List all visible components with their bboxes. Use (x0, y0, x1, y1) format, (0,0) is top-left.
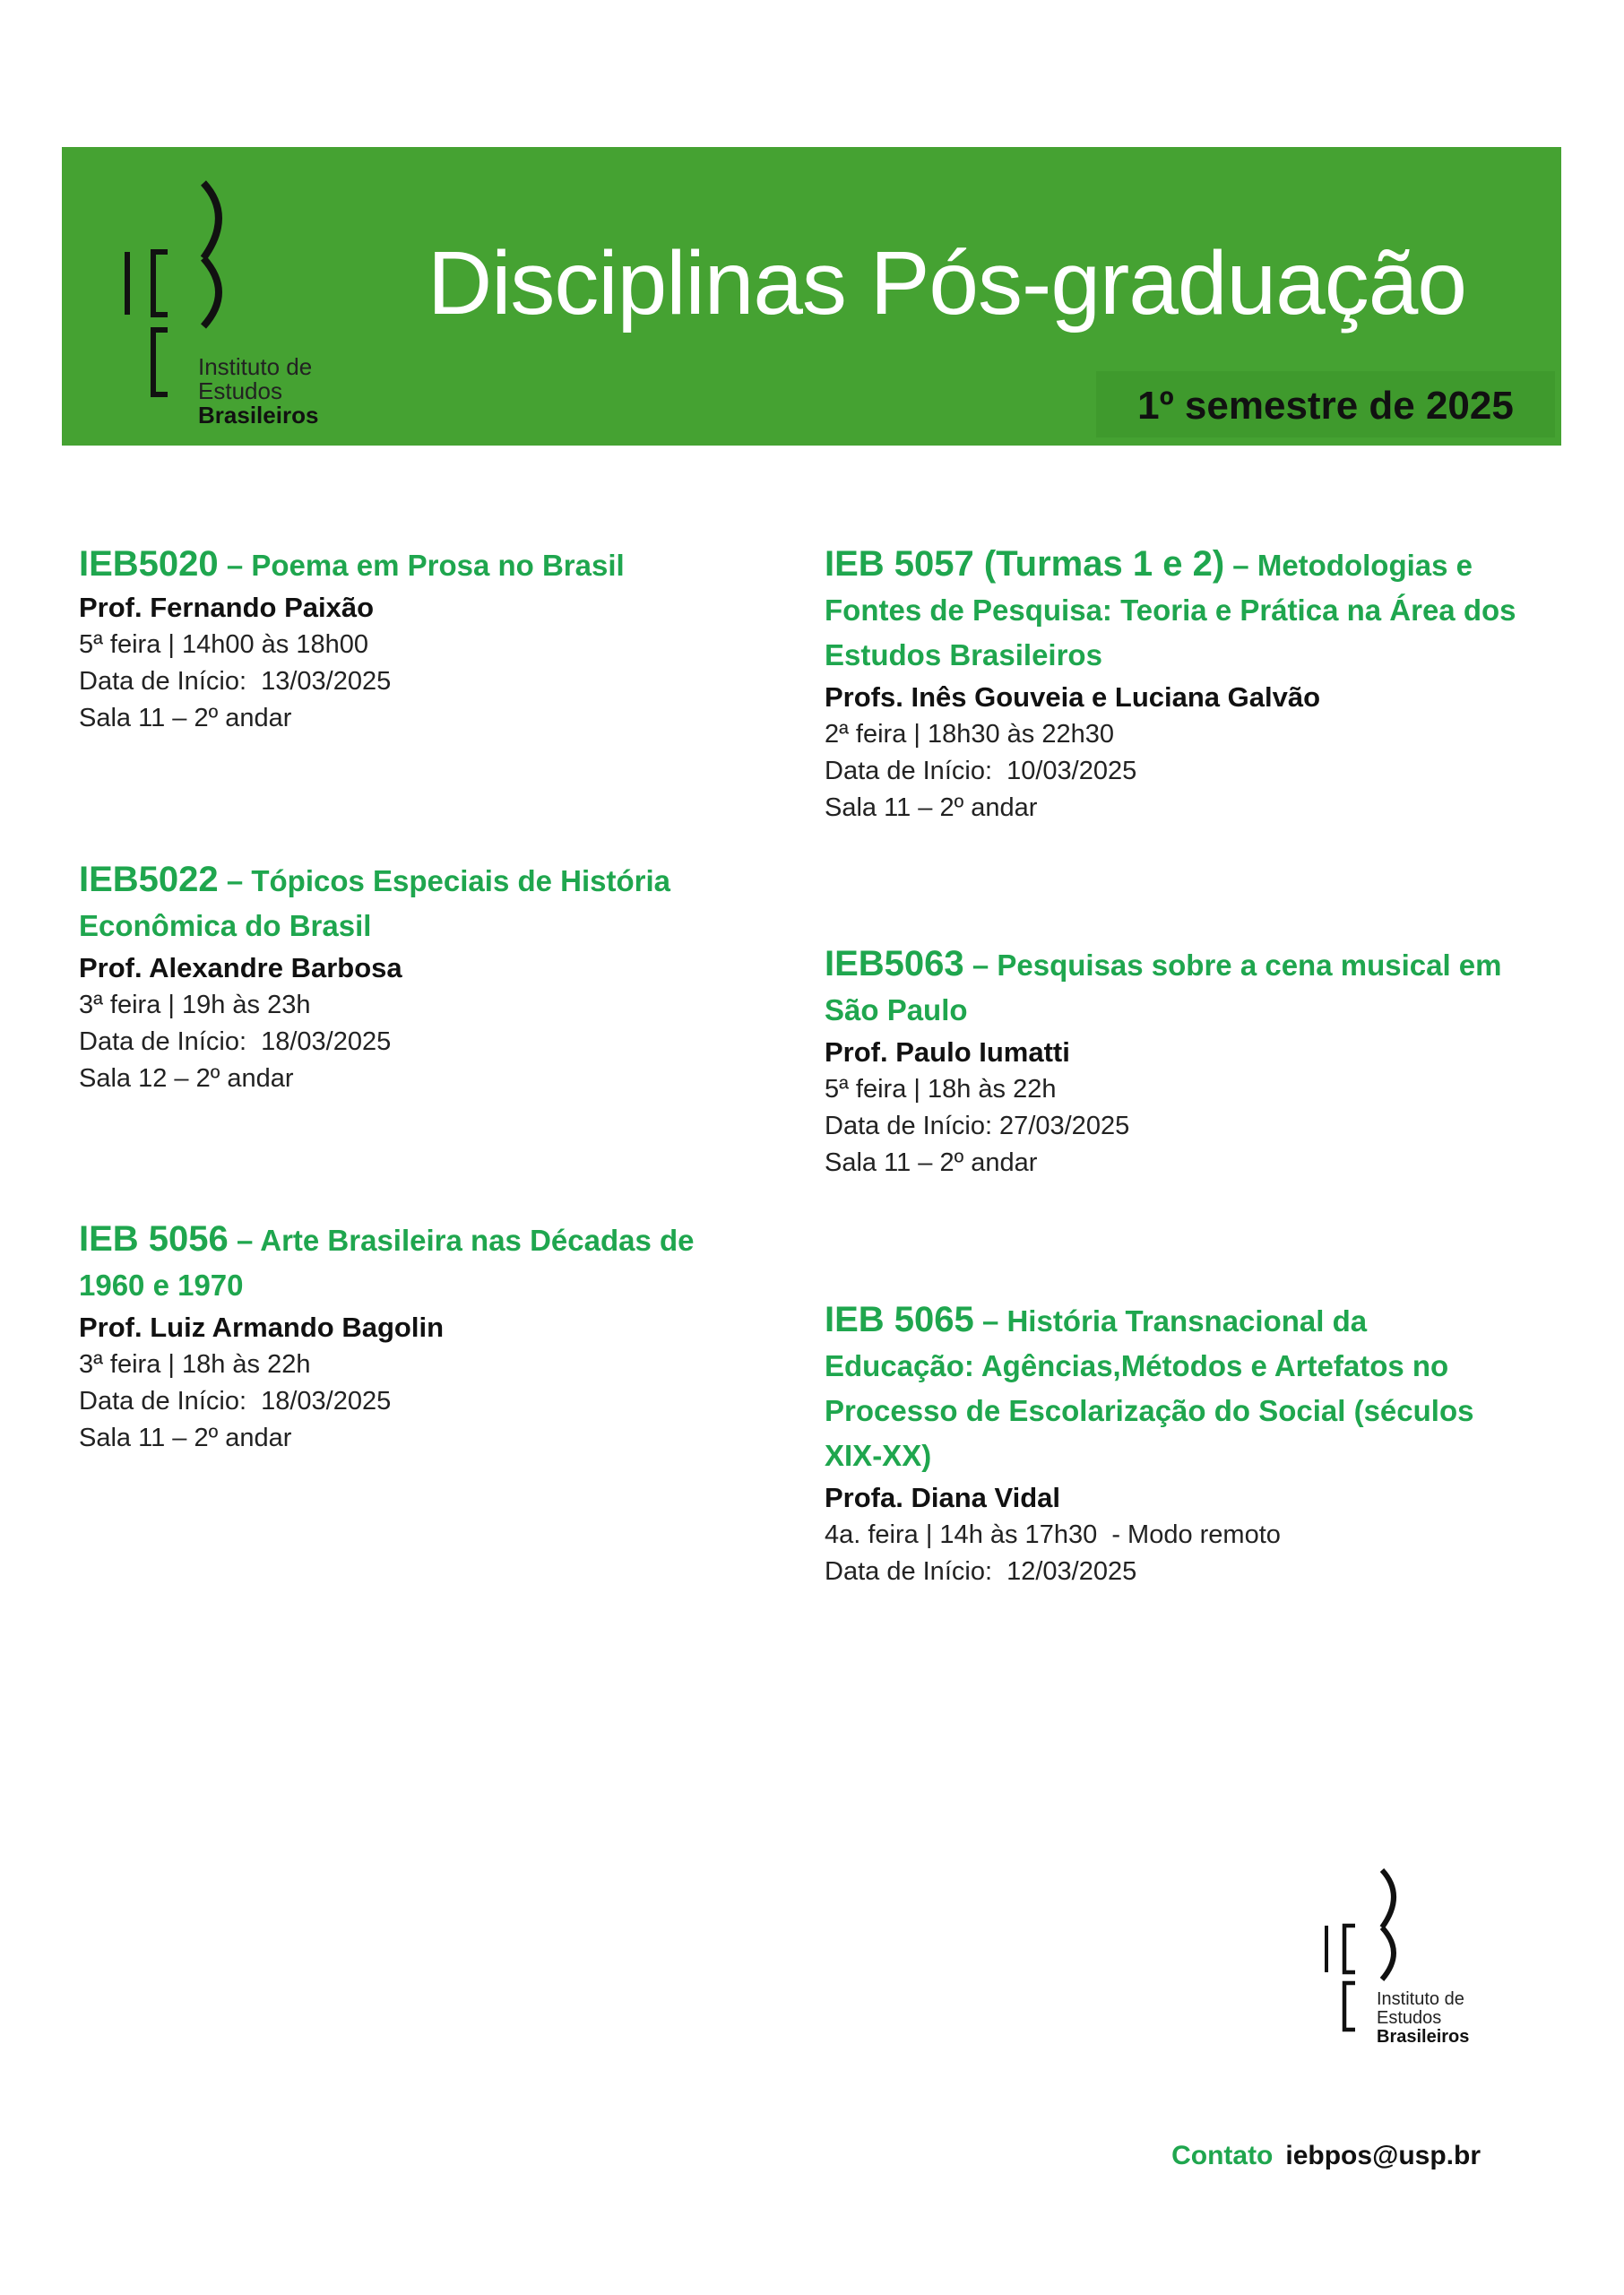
course-name: – Poema em Prosa no Brasil (218, 549, 625, 582)
course-name: – Pesquisas sobre a cena musical em São Paulo (825, 948, 1502, 1026)
course-start-date: Data de Início: 18/03/2025 (79, 1027, 392, 1056)
course-professor: Prof. Fernando Paixão (79, 592, 375, 623)
course-start-date: Data de Início: 27/03/2025 (825, 1112, 1130, 1140)
course-ieb5063 (825, 941, 1524, 1182)
course-professor: Prof. Alexandre Barbosa (79, 952, 402, 983)
course-ieb5065 (825, 1297, 1524, 1590)
ieb-logo-footer (1317, 1865, 1497, 2062)
course-title (825, 1297, 1524, 1478)
course-start-date: Data de Início: 18/03/2025 (79, 1387, 392, 1416)
contact-email-link[interactable]: iebpos@usp.br (1285, 2141, 1481, 2170)
course-name: – Tópicos Especiais de História Econômica do Brasil (79, 864, 671, 942)
course-code: IEB 5056 (79, 1219, 229, 1259)
course-schedule: 4a. feira | 14h às 17h30 - Modo remoto (825, 1520, 1281, 1549)
course-code: IEB5063 (825, 944, 964, 983)
course-start-date: Data de Início: 13/03/2025 (79, 667, 392, 696)
course-schedule: 2ª feira | 18h30 às 22h30 (825, 720, 1115, 749)
course-code: IEB 5065 (825, 1300, 974, 1339)
course-title (79, 857, 760, 948)
course-code: IEB5022 (79, 860, 219, 899)
course-schedule: 5ª feira | 14h00 às 18h00 (79, 630, 369, 659)
course-name: – História Transnacional da Educação: Agências,Métodos e Artefatos no Processo de Escolarização do Social (séculos XIX-XX) (825, 1304, 1474, 1472)
course-ieb5020 (79, 541, 760, 737)
course-ieb5057 (825, 541, 1524, 827)
course-title (79, 1217, 760, 1308)
header-banner (62, 147, 1561, 446)
course-room: Sala 12 – 2º andar (79, 1064, 294, 1093)
course-schedule: 3ª feira | 19h às 23h (79, 991, 311, 1019)
course-code: IEB 5057 (Turmas 1 e 2) (825, 544, 1225, 584)
ieb-logo (116, 176, 319, 436)
contact-label: Contato (1171, 2141, 1274, 2170)
course-name: – Metodologias e Fontes de Pesquisa: Teoria e Prática na Área dos Estudos Brasileiros (825, 549, 1516, 671)
course-professor: Profs. Inês Gouveia e Luciana Galvão (825, 681, 1321, 713)
course-room: Sala 11 – 2º andar (79, 704, 292, 732)
course-room: Sala 11 – 2º andar (79, 1424, 292, 1452)
page-title: Disciplinas Pós-graduação (428, 233, 1466, 333)
semester-label: 1º semestre de 2025 (1137, 384, 1514, 428)
course-professor: Prof. Luiz Armando Bagolin (79, 1312, 445, 1343)
course-name: – Arte Brasileira nas Décadas de 1960 e 1970 (79, 1224, 695, 1302)
semester-badge (1096, 371, 1555, 437)
course-title (79, 541, 760, 588)
logo-text-line1: Instituto de (198, 353, 313, 380)
course-schedule: 5ª feira | 18h às 22h (825, 1075, 1057, 1104)
course-room: Sala 11 – 2º andar (825, 1148, 1038, 1177)
logo-footer-text-line1: Instituto de (1377, 1989, 1464, 2009)
course-room: Sala 11 – 2º andar (825, 793, 1038, 822)
logo-footer-text-line2: Estudos (1377, 2008, 1442, 2028)
course-title (825, 941, 1524, 1033)
logo-footer-text-line3: Brasileiros (1377, 2027, 1470, 2047)
course-professor: Prof. Paulo Iumatti (825, 1036, 1070, 1068)
logo-text-line3: Brasileiros (198, 402, 319, 429)
footer-contact (1171, 2141, 1481, 2171)
course-ieb5022 (79, 857, 760, 1097)
course-start-date: Data de Início: 10/03/2025 (825, 757, 1137, 785)
course-professor: Profa. Diana Vidal (825, 1482, 1061, 1513)
course-schedule: 3ª feira | 18h às 22h (79, 1350, 311, 1379)
course-start-date: Data de Início: 12/03/2025 (825, 1557, 1137, 1586)
logo-text-line2: Estudos (198, 377, 282, 404)
course-ieb5056 (79, 1217, 760, 1457)
course-code: IEB5020 (79, 544, 219, 584)
course-title (825, 541, 1524, 678)
